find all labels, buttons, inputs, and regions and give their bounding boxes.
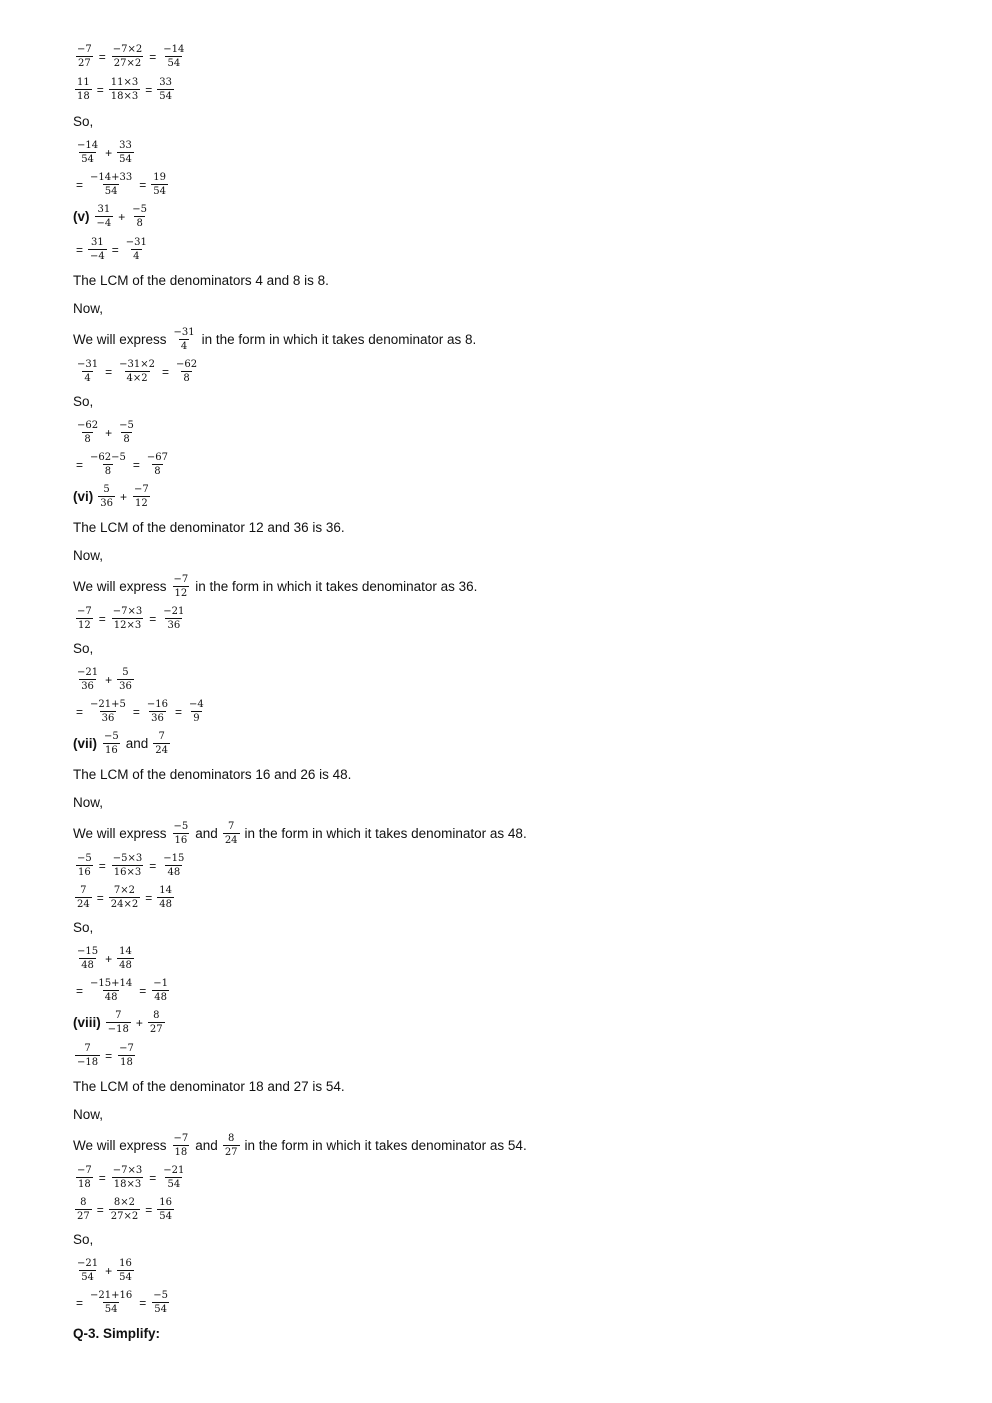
numerator: 14 [119, 946, 132, 957]
denominator: 36 [151, 713, 164, 724]
operator: = [111, 242, 119, 257]
denominator: 18 [77, 91, 90, 102]
fraction [117, 420, 136, 445]
math-line [73, 885, 176, 910]
operator: = [76, 1295, 84, 1310]
inline-text: in the form in which it takes denominator as 48. [244, 826, 527, 841]
part-label: (vii) [73, 736, 98, 751]
operator: = [139, 983, 147, 998]
operator: = [161, 364, 169, 379]
numerator: −7 [173, 574, 189, 585]
numerator: 11 [77, 77, 90, 88]
numerator: −5 [77, 853, 92, 864]
fraction [75, 44, 94, 69]
inline-text: in the form in which it takes denominator as 8. [201, 332, 477, 347]
math-line [73, 731, 172, 756]
numerator: 7 [158, 731, 165, 742]
math-line [73, 237, 151, 262]
paragraph-text: So, [73, 394, 94, 409]
fraction [75, 1258, 100, 1283]
paragraph-text: Now, [73, 548, 104, 563]
fraction [88, 452, 128, 477]
operator: = [105, 1048, 113, 1063]
math-line [73, 140, 136, 165]
numerator: −31 [173, 327, 195, 338]
operator: = [175, 704, 183, 719]
denominator: 36 [119, 681, 132, 692]
math-line [73, 699, 208, 724]
denominator: 27 [77, 1211, 90, 1222]
fraction [187, 699, 206, 724]
inline-text: in the form in which it takes denominator as 54. [244, 1138, 527, 1153]
math-line [73, 1197, 176, 1222]
fraction [75, 853, 94, 878]
fraction [88, 699, 128, 724]
numerator: 8×2 [113, 1197, 136, 1208]
fraction [132, 484, 151, 509]
denominator: 8 [104, 466, 112, 477]
operator: + [105, 1263, 113, 1278]
fraction [130, 204, 149, 229]
inline-text: in the form in which it takes denominator as 36. [195, 579, 478, 594]
text-line [73, 767, 351, 783]
fraction [117, 1043, 136, 1068]
denominator: 16×3 [113, 867, 142, 878]
fraction [88, 237, 107, 262]
denominator: 4 [84, 373, 91, 384]
fraction [75, 77, 92, 102]
denominator: 27×2 [113, 58, 142, 69]
numerator: 8 [227, 1133, 235, 1144]
numerator: 14 [159, 885, 172, 896]
fraction [88, 172, 134, 197]
denominator: 24 [77, 899, 90, 910]
math-line [73, 946, 136, 971]
fraction [109, 885, 140, 910]
numerator: −7 [173, 1133, 189, 1144]
fraction [223, 821, 240, 846]
fraction [124, 237, 149, 262]
math-line [73, 44, 188, 69]
denominator: 24×2 [110, 899, 139, 910]
numerator: −7 [77, 606, 92, 617]
numerator: −15 [163, 853, 185, 864]
text-line [73, 394, 93, 410]
numerator: 16 [159, 1197, 172, 1208]
numerator: −16 [146, 699, 168, 710]
fraction [75, 946, 100, 971]
text-line [73, 301, 103, 317]
fraction [172, 574, 191, 599]
numerator: −62 [77, 420, 99, 431]
math-line [73, 452, 172, 477]
denominator: 54 [153, 186, 166, 197]
text-line [73, 520, 345, 536]
operator: = [76, 177, 84, 192]
numerator: 33 [119, 140, 132, 151]
operator: = [98, 858, 106, 873]
fraction [117, 1258, 134, 1283]
operator: = [105, 364, 113, 379]
numerator: 31 [97, 204, 111, 215]
operator: = [132, 457, 140, 472]
numerator: −7 [77, 44, 92, 55]
denominator: 48 [154, 992, 167, 1003]
fraction [172, 1133, 191, 1158]
fraction [88, 978, 134, 1003]
paragraph-text: Now, [73, 1107, 104, 1122]
denominator: 54 [119, 1272, 132, 1283]
denominator: 54 [159, 91, 172, 102]
numerator: 7 [115, 1010, 122, 1021]
denominator: 54 [81, 154, 94, 165]
denominator: 27 [224, 1147, 238, 1158]
operator: = [96, 1202, 104, 1217]
denominator: 4 [180, 341, 188, 352]
numerator: −15 [77, 946, 99, 957]
numerator: 7 [227, 821, 235, 832]
fraction [153, 731, 170, 756]
fraction [117, 140, 134, 165]
numerator: −31 [125, 237, 147, 248]
operator: = [76, 242, 84, 257]
text-line [73, 114, 93, 130]
inline-text: and [195, 826, 218, 841]
operator: = [149, 611, 157, 626]
text-line [73, 1107, 103, 1123]
text-line [73, 1232, 93, 1248]
fraction [117, 359, 157, 384]
numerator: −15+14 [90, 978, 133, 989]
fraction [117, 946, 134, 971]
operator: = [76, 704, 84, 719]
numerator: −7×3 [112, 606, 143, 617]
operator: + [105, 145, 113, 160]
math-line [73, 667, 136, 692]
numerator: −7×2 [112, 44, 143, 55]
denominator: 48 [119, 960, 132, 971]
math-line [73, 1290, 172, 1315]
numerator: 8 [153, 1010, 160, 1021]
fraction [75, 140, 100, 165]
operator: + [105, 672, 113, 687]
denominator: 16 [78, 867, 91, 878]
fraction [75, 420, 100, 445]
denominator: 54 [104, 186, 118, 197]
math-line [73, 204, 151, 229]
paragraph-text: The LCM of the denominators 16 and 26 is 48. [73, 767, 352, 782]
text-line [73, 1079, 345, 1095]
fraction [151, 172, 168, 197]
fraction [109, 77, 140, 102]
fraction [75, 1165, 94, 1190]
denominator: 16 [105, 745, 118, 756]
paragraph-text: The LCM of the denominator 18 and 27 is 54. [73, 1079, 345, 1094]
fraction [75, 1043, 100, 1068]
numerator: 8 [80, 1197, 87, 1208]
denominator: 54 [104, 1304, 118, 1315]
math-line [73, 606, 188, 631]
denominator: 24 [155, 745, 169, 756]
math-line [73, 1165, 188, 1190]
denominator: 54 [154, 1304, 167, 1315]
operator: + [135, 1015, 143, 1030]
numerator: 16 [119, 1258, 132, 1269]
math-line [73, 420, 138, 445]
numerator: −1 [153, 978, 168, 989]
fraction [145, 452, 170, 477]
math-line [73, 574, 480, 599]
operator: = [149, 858, 157, 873]
numerator: −14 [163, 44, 185, 55]
operator: = [149, 1170, 157, 1185]
numerator: 5 [103, 484, 110, 495]
fraction [111, 606, 144, 631]
numerator: −5 [104, 731, 119, 742]
text-line [73, 641, 93, 657]
math-line [73, 821, 530, 846]
math-line [73, 1010, 167, 1035]
numerator: −62−5 [90, 452, 126, 463]
text-line [73, 273, 329, 289]
fraction [117, 667, 134, 692]
numerator: 7 [80, 885, 87, 896]
fraction [75, 606, 94, 631]
operator: = [145, 890, 153, 905]
fraction [223, 1133, 240, 1158]
numerator: −5 [132, 204, 148, 215]
fraction [98, 484, 115, 509]
fraction [109, 1197, 140, 1222]
fraction [145, 699, 170, 724]
part-label: (vi) [73, 489, 94, 504]
denominator: 8 [183, 373, 190, 384]
operator: + [105, 425, 113, 440]
denominator: −4 [90, 251, 105, 262]
math-line [73, 1133, 530, 1158]
denominator: 12 [78, 620, 91, 631]
inline-text: We will express [73, 332, 167, 347]
operator: = [145, 1202, 153, 1217]
operator: + [119, 489, 127, 504]
denominator: 8 [123, 434, 130, 445]
math-line [73, 853, 188, 878]
denominator: 48 [104, 992, 118, 1003]
numerator: −21 [77, 1258, 99, 1269]
denominator: 18 [78, 1179, 91, 1190]
denominator: 18 [120, 1057, 133, 1068]
denominator: 54 [167, 1179, 181, 1190]
fraction [157, 77, 174, 102]
denominator: 18×3 [110, 91, 139, 102]
denominator: 27 [149, 1024, 163, 1035]
math-line [73, 327, 479, 352]
denominator: 48 [159, 899, 172, 910]
fraction [174, 359, 199, 384]
fraction [161, 606, 186, 631]
fraction [102, 731, 121, 756]
numerator: −31×2 [119, 359, 155, 370]
denominator: 8 [136, 218, 143, 229]
fraction [172, 821, 191, 846]
denominator: 27×2 [110, 1211, 139, 1222]
operator: + [105, 951, 113, 966]
operator: = [96, 890, 104, 905]
denominator: 54 [167, 58, 181, 69]
denominator: 8 [84, 434, 91, 445]
operator: + [118, 209, 126, 224]
fraction [111, 44, 144, 69]
fraction [111, 853, 144, 878]
numerator: −62 [176, 359, 198, 370]
denominator: 18×3 [113, 1179, 142, 1190]
paragraph-text: Now, [73, 301, 104, 316]
numerator: −14+33 [90, 172, 133, 183]
math-line [73, 359, 201, 384]
fraction [75, 1197, 92, 1222]
operator: = [76, 457, 84, 472]
denominator: 24 [224, 835, 238, 846]
denominator: 54 [81, 1272, 94, 1283]
numerator: 5 [122, 667, 129, 678]
paragraph-text: So, [73, 114, 94, 129]
numerator: 7×2 [113, 885, 136, 896]
denominator: 27 [78, 58, 91, 69]
fraction [161, 44, 186, 69]
operator: = [96, 82, 104, 97]
numerator: 31 [91, 237, 104, 248]
fraction [95, 204, 114, 229]
fraction [106, 1010, 131, 1035]
numerator: −5 [153, 1290, 168, 1301]
fraction [161, 1165, 186, 1190]
denominator: 54 [119, 154, 132, 165]
numerator: −67 [146, 452, 168, 463]
numerator: −7 [134, 484, 149, 495]
operator: = [149, 49, 157, 64]
denominator: 8 [154, 466, 161, 477]
paragraph-text: Now, [73, 795, 104, 810]
paragraph-text: So, [73, 641, 94, 656]
fraction [172, 327, 197, 352]
operator: = [98, 49, 106, 64]
fraction [151, 978, 170, 1003]
paragraph-text: The LCM of the denominators 4 and 8 is 8. [73, 273, 329, 288]
numerator: −4 [189, 699, 204, 710]
fraction [75, 667, 100, 692]
operator: = [145, 82, 153, 97]
numerator: 33 [159, 77, 172, 88]
math-line [73, 77, 176, 102]
fraction [75, 359, 100, 384]
numerator: −5 [173, 821, 189, 832]
fraction [157, 885, 174, 910]
fraction [88, 1290, 134, 1315]
paragraph-text: The LCM of the denominator 12 and 36 is 36. [73, 520, 345, 535]
denominator: 12 [135, 498, 148, 509]
operator: = [98, 1170, 106, 1185]
math-line [73, 1043, 138, 1068]
denominator: 12 [174, 588, 188, 599]
inline-text: and [125, 736, 149, 751]
fraction [75, 885, 92, 910]
fraction [111, 1165, 144, 1190]
numerator: −5 [119, 420, 134, 431]
operator: = [139, 1295, 147, 1310]
denominator: 9 [193, 713, 200, 724]
fraction [161, 853, 186, 878]
numerator: −7×3 [112, 1165, 143, 1176]
text-line [73, 795, 103, 811]
numerator: −31 [77, 359, 99, 370]
denominator: −18 [77, 1057, 99, 1068]
inline-text: We will express [73, 826, 167, 841]
math-line [73, 978, 172, 1003]
denominator: 54 [159, 1211, 172, 1222]
question-heading [73, 1326, 160, 1342]
fraction [148, 1010, 165, 1035]
fraction [157, 1197, 174, 1222]
operator: = [132, 704, 140, 719]
math-line [73, 484, 153, 509]
denominator: 36 [100, 498, 113, 509]
numerator: −21 [163, 1165, 185, 1176]
denominator: 4 [133, 251, 140, 262]
numerator: −7 [119, 1043, 134, 1054]
denominator: −18 [107, 1024, 129, 1035]
denominator: 18 [174, 1147, 188, 1158]
numerator: −21+5 [90, 699, 126, 710]
denominator: 4×2 [126, 373, 148, 384]
denominator: 36 [167, 620, 181, 631]
numerator: 19 [153, 172, 166, 183]
numerator: −21+16 [90, 1290, 133, 1301]
numerator: −21 [163, 606, 185, 617]
numerator: −14 [77, 140, 99, 151]
inline-text: We will express [73, 1138, 167, 1153]
fraction [151, 1290, 170, 1315]
operator: = [98, 611, 106, 626]
denominator: 12×3 [113, 620, 142, 631]
paragraph-text: So, [73, 920, 94, 935]
part-label: (viii) [73, 1015, 101, 1030]
numerator: −21 [77, 667, 99, 678]
math-line [73, 1258, 136, 1283]
numerator: 11×3 [110, 77, 139, 88]
denominator: 36 [81, 681, 94, 692]
text-line [73, 920, 93, 936]
text-line [73, 548, 103, 564]
denominator: 48 [81, 960, 94, 971]
numerator: −7 [77, 1165, 92, 1176]
denominator: −4 [96, 218, 112, 229]
math-line [73, 172, 170, 197]
inline-text: We will express [73, 579, 167, 594]
denominator: 16 [174, 835, 188, 846]
numerator: 7 [84, 1043, 91, 1054]
numerator: −5×3 [112, 853, 143, 864]
denominator: 36 [101, 713, 115, 724]
denominator: 48 [167, 867, 181, 878]
part-label: (v) [73, 209, 90, 224]
operator: = [139, 177, 147, 192]
paragraph-text: So, [73, 1232, 94, 1247]
inline-text: and [195, 1138, 218, 1153]
operator: = [76, 983, 84, 998]
heading-text: Q-3. Simplify: [73, 1326, 161, 1341]
